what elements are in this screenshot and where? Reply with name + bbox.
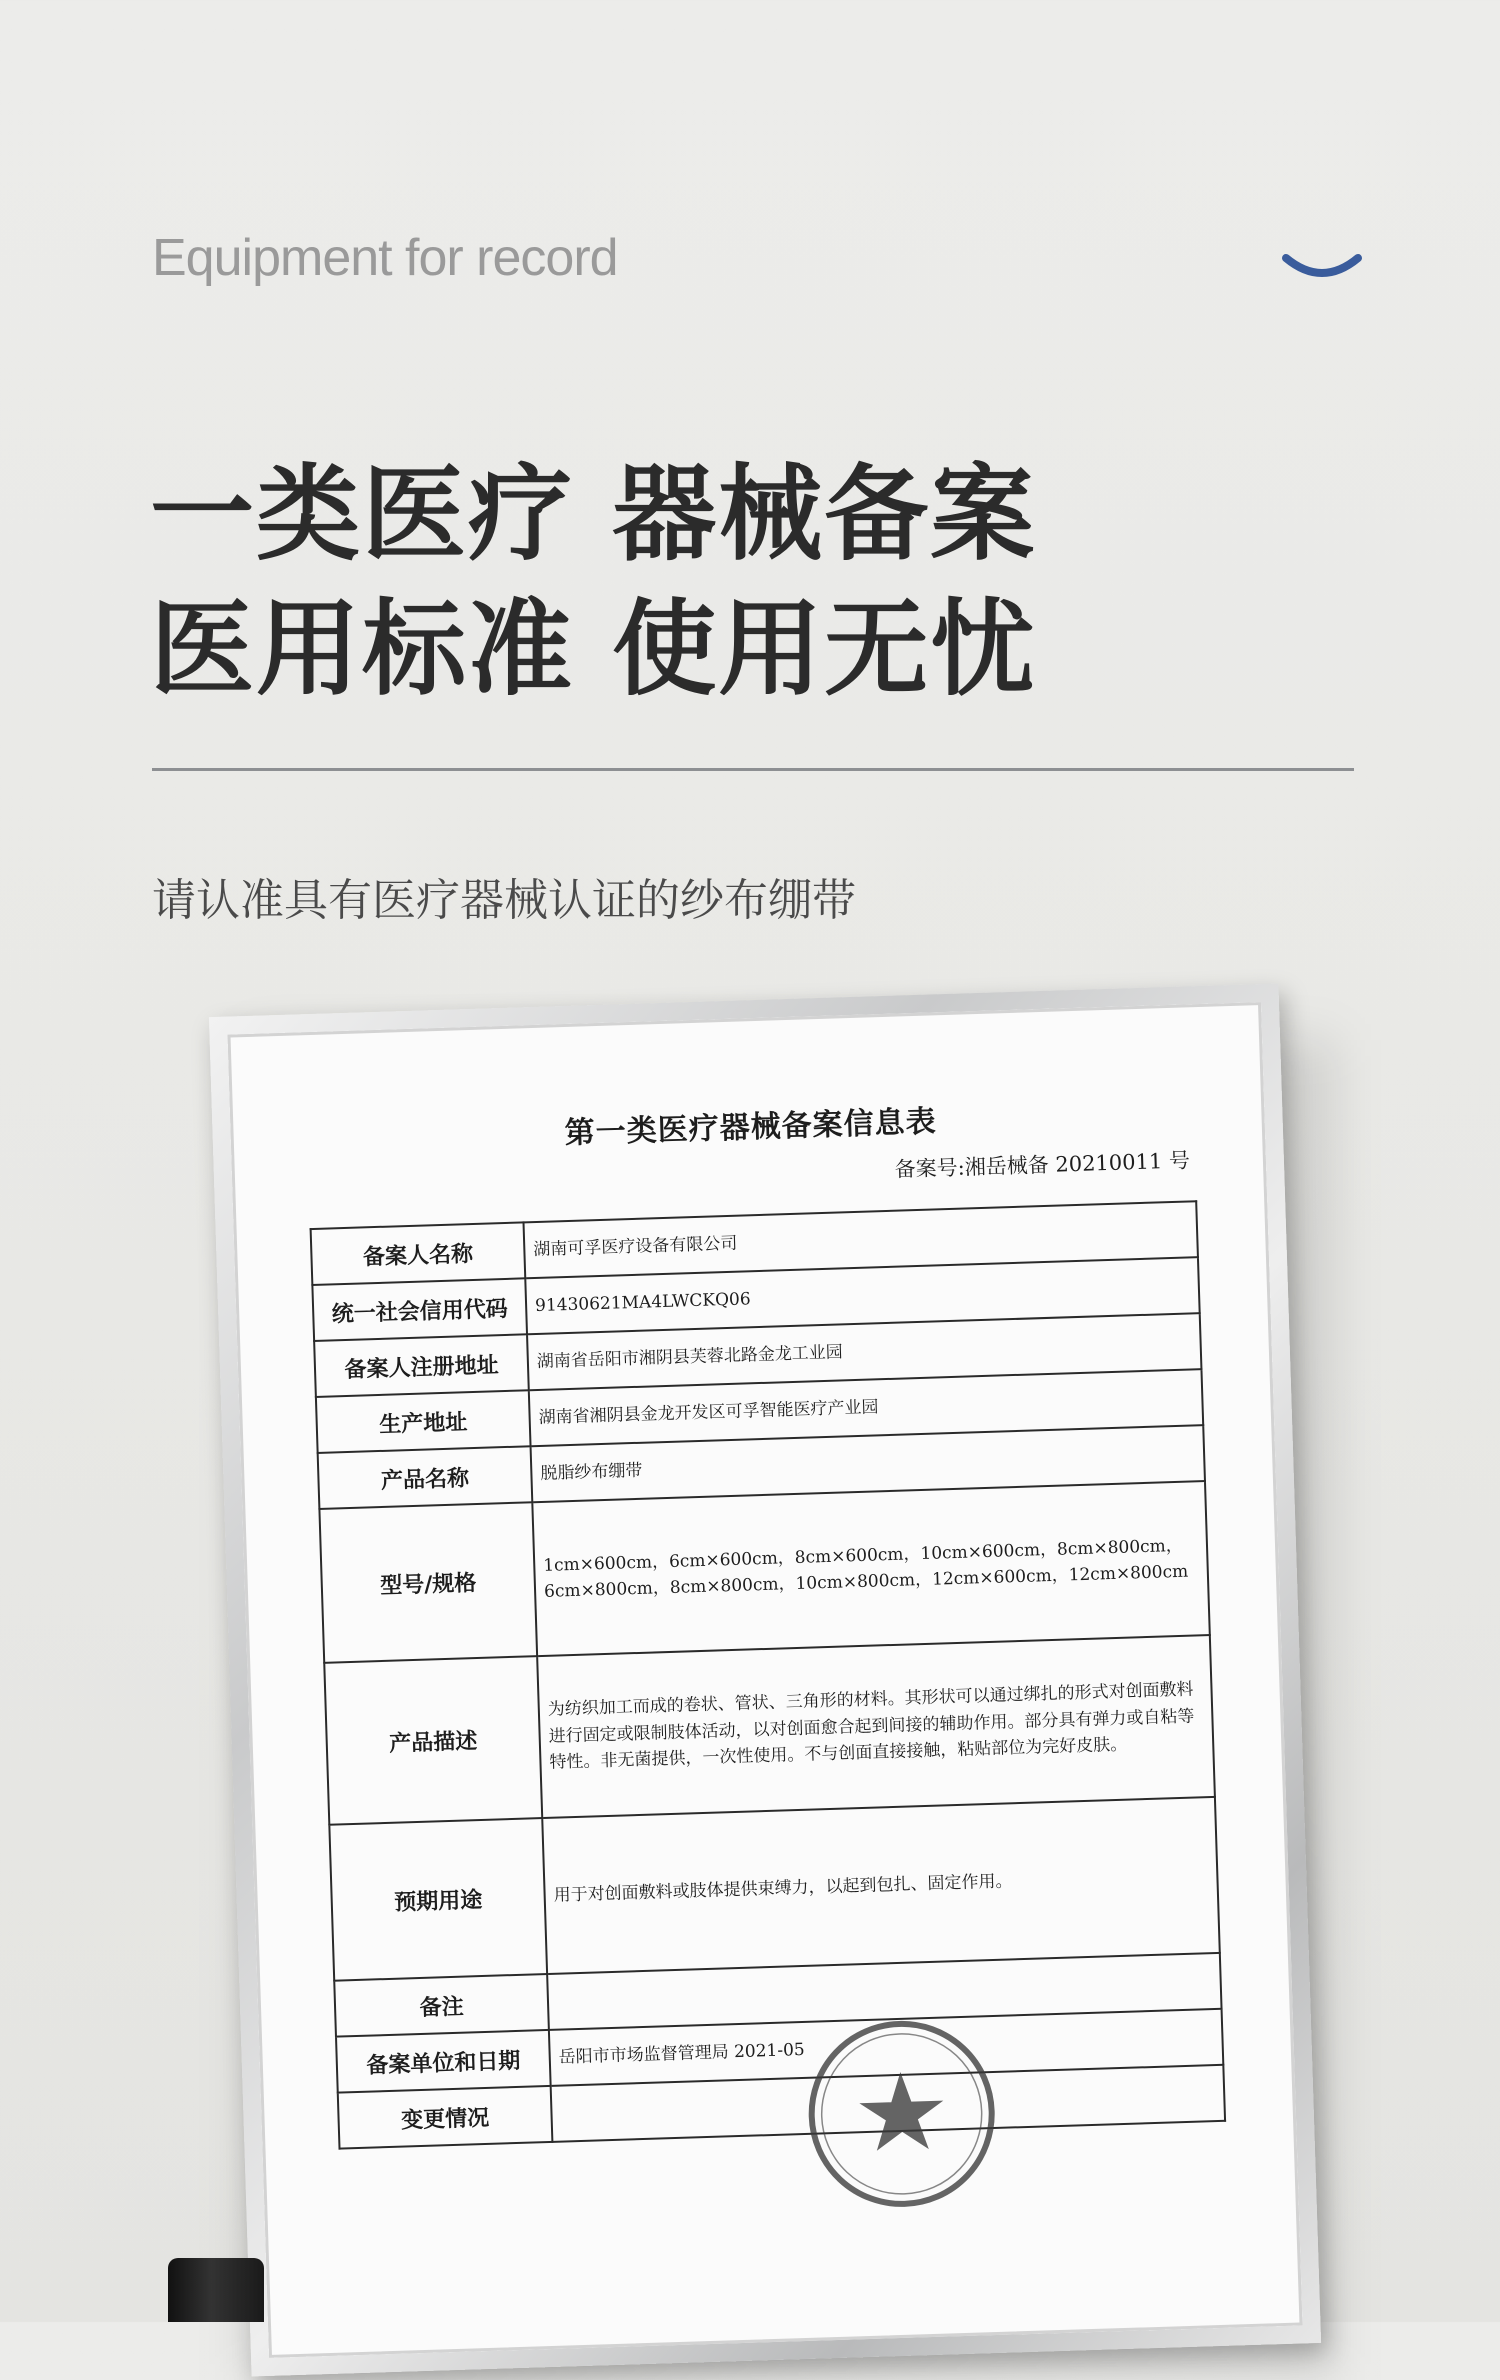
- record-number: 备案号:湘岳械备 20210011 号: [894, 1148, 1191, 1182]
- certificate-title: 第一类医疗器械备案信息表: [564, 1104, 938, 1152]
- row-label: 统一社会信用代码: [312, 1278, 527, 1341]
- table-row: [324, 1635, 1215, 1825]
- row-label: 产品名称: [318, 1446, 533, 1509]
- row-value: 湖南省湘阴县金龙开发区可孚智能医疗产业园: [529, 1369, 1203, 1446]
- chevron-down-icon[interactable]: [1280, 248, 1364, 288]
- row-label: 型号/规格: [319, 1502, 537, 1663]
- table-row: [329, 1797, 1219, 1981]
- caption: 请认准具有医疗器械认证的纱布绷带: [152, 875, 856, 926]
- frame-stand-knob: [168, 2258, 264, 2322]
- row-value: 为纺织加工而成的卷状、管状、三角形的材料。其形状可以通过绑扎的形式对创面敷料进行固定或限制肢体活动，以对创面愈合起到间接的辅助作用。部分具有弹力或自粘等特性。非无菌提供，一次性使用。不与创面直接接触，粘贴部位为完好皮肤。: [537, 1635, 1215, 1818]
- certificate-frame: [209, 984, 1321, 2377]
- row-label: 备案单位和日期: [336, 2030, 551, 2093]
- headline-line-1: 一类医疗 器械备案: [150, 453, 1037, 575]
- certificate-table: [310, 1200, 1227, 2149]
- row-label: 备注: [334, 1974, 549, 2037]
- row-value: 用于对创面敷料或肢体提供束缚力，以起到包扎、固定作用。: [542, 1797, 1220, 1974]
- certificate-paper: [227, 1002, 1302, 2358]
- subtitle-en: Equipment for record: [152, 229, 618, 287]
- table-row: [319, 1481, 1209, 1663]
- row-value: 脱脂纱布绷带: [531, 1425, 1205, 1502]
- row-label: 产品描述: [324, 1656, 542, 1825]
- row-value: 91430621MA4LWCKQ06: [525, 1257, 1199, 1334]
- divider: [152, 768, 1354, 771]
- row-label: 预期用途: [329, 1818, 547, 1981]
- row-label: 变更情况: [338, 2086, 553, 2149]
- row-label: 备案人注册地址: [314, 1334, 529, 1397]
- row-value: 岳阳市市场监督管理局 2021-05: [549, 2009, 1223, 2086]
- row-value: 湖南可孚医疗设备有限公司: [524, 1201, 1198, 1278]
- headline-line-2: 医用标准 使用无忧: [150, 588, 1037, 710]
- row-value: 1cm×600cm，6cm×600cm，8cm×600cm，10cm×600cm，8cm×800cm，6cm×800cm，8cm×800cm，10cm×800cm，12cm×600cm，12cm×800cm: [532, 1481, 1210, 1656]
- row-label: 生产地址: [316, 1390, 531, 1453]
- row-value: 湖南省岳阳市湘阴县芙蓉北路金龙工业园: [527, 1313, 1201, 1390]
- row-label: 备案人名称: [311, 1222, 526, 1285]
